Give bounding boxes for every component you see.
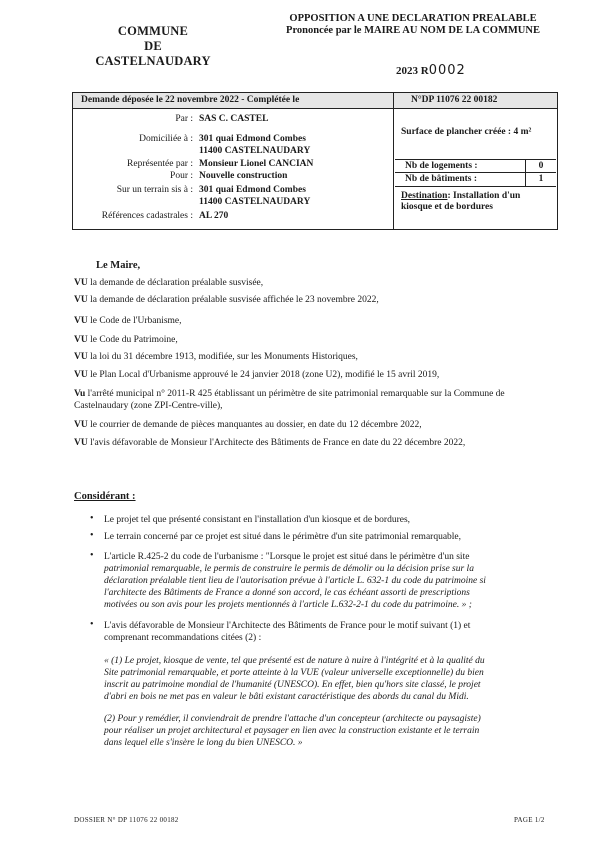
surface-plancher: Surface de plancher créée : 4 m² (401, 127, 532, 137)
destination-value: : Installation d'un kiosque et de bordures (401, 191, 521, 212)
label-pour: Pour : (170, 171, 193, 181)
document-title (258, 13, 568, 37)
nb-logements-row (395, 159, 556, 173)
abf-quote-1-line: « (1) Le projet, kiosque de vente, tel que présenté est de nature à nuire à l'intégrité et à la qualité du (104, 656, 485, 666)
vu-line-7 (74, 388, 554, 400)
vu-prefix: VU (74, 278, 88, 288)
value-domiciliee: 301 quai Edmond Combes (199, 134, 306, 144)
considerant-3-line: déclaration préalable tient lieu de l'autorisation prévue à l'article L. 632-1 du code du patrimoine si (104, 576, 486, 586)
considerant-4-line: L'avis défavorable de Monsieur l'Architecte des Bâtiments de France pour le motif suivant (1) et (104, 621, 471, 631)
commune-line-1: COMMUNE (117, 24, 189, 38)
vu-line-9 (74, 437, 554, 449)
dp-number: N°DP 11076 22 00182 (411, 95, 498, 105)
vu-text: le Code de l'Urbanisme, (87, 316, 182, 326)
vu-prefix: VU (74, 295, 88, 305)
vu-line-7-cont (74, 400, 554, 412)
deposit-date: Demande déposée le 22 novembre 2022 - Complétée le (81, 95, 300, 105)
vu-text: le Plan Local d'Urbanisme approuvé le 24 janvier 2018 (zone U2), modifié le 15 avril 2019, (87, 370, 440, 380)
bullet-icon: • (90, 550, 94, 561)
decision-number (396, 63, 466, 78)
footer-page-number: PAGE 1/2 (514, 816, 545, 824)
nb-batiments-row (395, 172, 556, 187)
considerant-3-line: l'architecte des Bâtiments de France a donné son accord, le cas échéant assorti de prescriptions (104, 588, 470, 598)
request-info-header (73, 93, 557, 109)
box-divider (393, 93, 394, 229)
request-info-box (72, 92, 558, 230)
nb-batiments-label: Nb de bâtiments : (405, 174, 478, 184)
vu-line-1 (74, 277, 554, 289)
decision-number-handwritten: 0002 (428, 63, 466, 78)
bullet-icon: • (90, 513, 94, 524)
vu-prefix: VU (74, 352, 88, 362)
considerant-3-line: L'article R.425-2 du code de l'urbanisme : "Lorsque le projet est situé dans le périmètre d'un site (104, 552, 470, 562)
vu-prefix: VU (74, 370, 88, 380)
nb-logements-value: 0 (525, 160, 556, 173)
vu-text: Castelnaudary (zone ZPI-Centre-ville), (74, 401, 223, 411)
considerant-3-line: patrimonial remarquable, le permis de construire le permis de démolir ou la décision prise sur la (104, 564, 474, 574)
considerant-2: Le terrain concerné par ce projet est situé dans le périmètre d'un site patrimonial remarquable, (104, 532, 462, 542)
title-line-1: OPPOSITION A UNE DECLARATION PREALABLE (289, 13, 537, 24)
label-representee: Représentée par : (127, 159, 193, 169)
vu-text: la loi du 31 décembre 1913, modifiée, sur les Monuments Historiques, (87, 352, 358, 362)
vu-text: la demande de déclaration préalable susvisée affichée le 23 novembre 2022, (87, 295, 379, 305)
value-pour: Nouvelle construction (199, 171, 288, 181)
vu-text: l'avis défavorable de Monsieur l'Architecte des Bâtiments de France en date du 22 décembre 2022, (87, 438, 466, 448)
value-terrain-city: 11400 CASTELNAUDARY (199, 197, 311, 207)
vu-prefix: VU (74, 438, 88, 448)
label-terrain: Sur un terrain sis à : (116, 185, 193, 195)
considerant-1: Le projet tel que présenté consistant en l'installation d'un kiosque et de bordures, (104, 515, 411, 525)
commune-line-2: DE (144, 39, 162, 53)
considerant-heading: Considérant : (74, 491, 136, 502)
footer-dossier-number: DOSSIER N° DP 11076 22 00182 (74, 816, 179, 824)
abf-quote-2-line: dans lequel elle s'insère le long du bien UNESCO. » (104, 738, 303, 748)
vu-text: le Code du Patrimoine, (87, 335, 178, 345)
destination-label: Destination (401, 191, 448, 201)
bullet-icon: • (90, 530, 94, 541)
value-domiciliee-city: 11400 CASTELNAUDARY (199, 146, 311, 156)
abf-quote-1-line: inscrit au patrimoine mondial de l'humanité (UNESCO). En effet, bien qu'hors site classé, le projet (104, 680, 481, 690)
commune-line-3: CASTELNAUDARY (95, 54, 211, 68)
considerant-4-line: comprenant recommandations citées (2) : (104, 633, 262, 643)
vu-text: le courrier de demande de pièces manquantes au dossier, en date du 12 décembre 2022, (87, 420, 422, 430)
abf-quote-2-line: pour réaliser un projet architectural et paysager en lien avec la construction existante et le terrain (104, 726, 480, 736)
considerant-4 (104, 620, 554, 644)
title-line-2: Prononcée par le MAIRE AU NOM DE LA COMMUNE (286, 25, 540, 36)
value-cadastre: AL 270 (199, 211, 229, 221)
decision-number-prefix: 2023 R (396, 65, 429, 77)
value-representee: Monsieur Lionel CANCIAN (199, 159, 314, 169)
value-par: SAS C. CASTEL (199, 114, 269, 124)
vu-line-2 (74, 294, 554, 306)
vu-line-3 (74, 315, 554, 327)
vu-line-4 (74, 334, 554, 346)
vu-prefix: VU (74, 316, 88, 326)
considerant-3-line: motivées ou son avis pour les projets mentionnés à l'article L.632-2-1 du code du patrimoine. » ; (104, 600, 472, 610)
vu-line-6 (74, 369, 554, 381)
vu-line-8 (74, 419, 554, 431)
abf-quote-2-line: (2) Pour y remédier, il conviendrait de prendre l'attache d'un concepteur (architecte ou paysagiste) (104, 714, 481, 724)
vu-text: la demande de déclaration préalable susvisée, (87, 278, 264, 288)
vu-prefix: Vu (74, 389, 86, 399)
vu-prefix: VU (74, 420, 88, 430)
considerant-3 (104, 551, 554, 611)
vu-text: l'arrêté municipal n° 2011-R 425 établissant un périmètre de site patrimonial remarquable sur la Commune de (85, 389, 505, 399)
label-cadastre: Références cadastrales : (101, 211, 193, 221)
commune-name (78, 24, 228, 69)
vu-prefix: VU (74, 335, 88, 345)
abf-quote-1 (104, 655, 554, 703)
abf-quote-1-line: d'abri en bois ne met pas en valeur le bâti existant caractéristique des abords du canal du Midi. (104, 692, 469, 702)
value-terrain: 301 quai Edmond Combes (199, 185, 306, 195)
label-domiciliee: Domiciliée à : (139, 134, 193, 144)
nb-logements-label: Nb de logements : (405, 161, 478, 171)
destination (401, 191, 551, 213)
vu-line-5 (74, 351, 554, 363)
abf-quote-1-line: Site patrimonial remarquable, et porte atteinte à la VUE (valeur universelle exceptionnelle) du bien (104, 668, 484, 678)
label-par: Par : (175, 114, 193, 124)
bullet-icon: • (90, 619, 94, 630)
abf-quote-2 (104, 713, 554, 749)
le-maire-heading: Le Maire, (96, 260, 141, 271)
nb-batiments-value: 1 (525, 173, 556, 186)
